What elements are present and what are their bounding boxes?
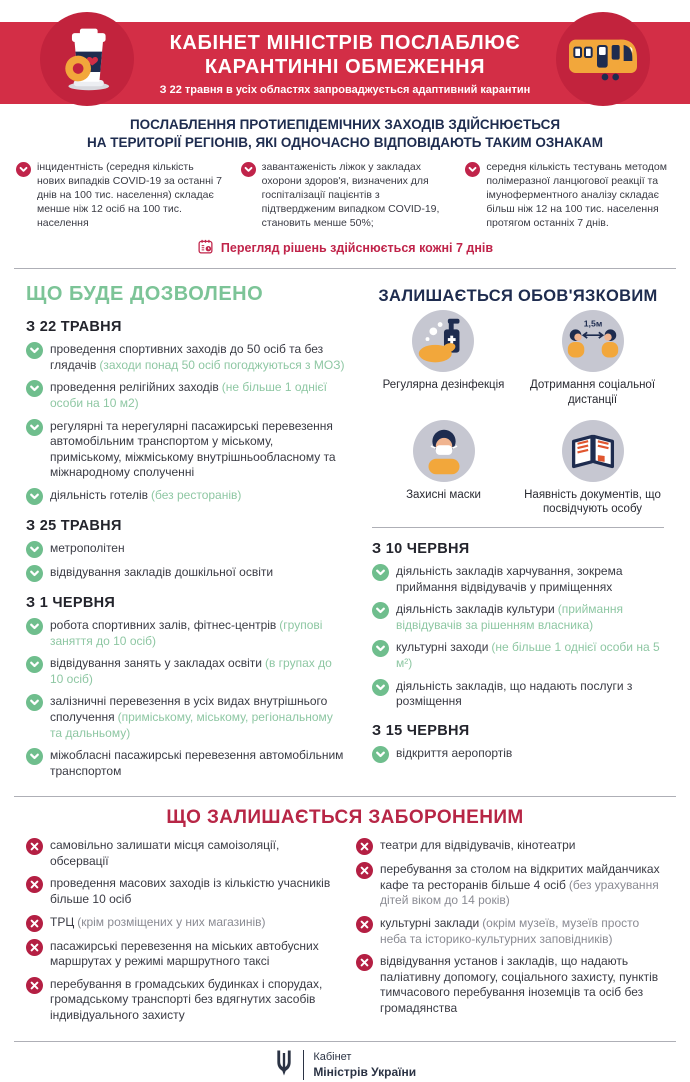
allowed-item-text: проведення релігійних заходів (не більше 1 однієї особи на 10 м2) — [50, 380, 328, 410]
prohibited-item-text: перебування в громадських будинках і спорудах, громадському транспорті без вдягнутих засобів індивідуального захисту — [50, 976, 323, 1023]
prohibited-item-text: самовільно залишати місця самоізоляції, обсервації — [50, 838, 280, 868]
prohibited-item — [356, 838, 664, 855]
mandatory-label: Наявність документів, що посвідчують особу — [524, 488, 661, 516]
divider — [14, 268, 676, 269]
criteria-heading: ПОСЛАБЛЕННЯ ПРОТИЕПІДЕМІЧНИХ ЗАХОДІВ ЗДІЙСНЮЄТЬСЯ НА ТЕРИТОРІЇ РЕГІОНІВ, ЯКІ ОДНОЧАСНО ВІДПОВІДАЮТЬ ТАКИМ ОЗНАКАМ — [86, 117, 604, 151]
red-x-icon — [356, 838, 373, 855]
allowed-item — [372, 746, 664, 763]
green-check-icon — [26, 656, 43, 687]
allowed-item — [372, 564, 664, 595]
mandatory-item-documents — [523, 420, 663, 517]
allowed-item-text: діяльність закладів, що надають послуги з розміщення — [396, 678, 633, 709]
date-heading-june1: З 1 ЧЕРВНЯ — [26, 594, 116, 611]
green-check-icon — [26, 541, 43, 558]
allowed-item-text: регулярні та нерегулярні пасажирські перевезення автомобільним транспортом у міському, приміському, міжміському внутрішньообласному та міжнародному сполученні — [50, 418, 336, 480]
calendar-clock-icon — [197, 238, 214, 258]
allowed-list-may25 — [26, 541, 348, 582]
allowed-heading: ЩО БУДЕ ДОЗВОЛЕНО — [26, 283, 264, 306]
prohibited-heading: ЩО ЗАЛИШАЄТЬСЯ ЗАБОРОНЕНИМ — [166, 807, 524, 829]
divider — [14, 796, 676, 797]
metro-train-icon — [566, 29, 640, 90]
page-title: КАБІНЕТ МІНІСТРІВ ПОСЛАБЛЮЄ КАРАНТИННІ ОБМЕЖЕННЯ — [169, 31, 521, 78]
allowed-list-june15 — [372, 746, 664, 763]
prohibited-right-column — [356, 831, 664, 1030]
coffee-and-donut-icon — [56, 21, 118, 98]
allowed-item-text: діяльність готелів (без ресторанів) — [50, 487, 242, 502]
criteria-list — [0, 152, 690, 231]
allowed-item-text: відвідування занять у закладах освіти (в групах до 10 осіб) — [50, 656, 332, 686]
criteria-text: завантаженість ліжок у закладах охорони здоров'я, визначених для госпіталізації пацієнтів з підтвердженим випадком COVID-19, становить менше 50%; — [261, 161, 440, 230]
prohibited-section — [0, 807, 690, 1030]
green-check-icon — [372, 640, 389, 671]
prohibited-item-text: ТРЦ (крім розміщених у них магазинів) — [50, 914, 266, 929]
green-check-icon — [372, 602, 389, 633]
prohibited-item-text: перебування за столом на відкритих майданчиках кафе та ресторанів більше 4 осіб (без урахування дітей віком до 14 років) — [380, 862, 660, 908]
red-x-icon — [356, 954, 373, 1016]
divider — [372, 527, 664, 528]
green-check-icon — [26, 618, 43, 649]
green-check-icon — [26, 342, 43, 373]
prohibited-item — [26, 915, 334, 932]
red-check-icon — [16, 161, 31, 231]
red-x-icon — [26, 838, 43, 869]
green-check-icon — [372, 564, 389, 595]
mandatory-item-disinfection — [383, 310, 505, 407]
green-check-icon — [372, 746, 389, 763]
green-check-icon — [26, 694, 43, 741]
red-x-icon — [356, 916, 373, 947]
allowed-item-text: проведення спортивних заходів до 50 осіб та без глядачів (заходи понад 50 осіб погоджуються з МОЗ) — [50, 342, 345, 372]
allowed-item — [26, 541, 348, 558]
coffee-donut-badge — [40, 12, 134, 106]
allowed-item — [26, 656, 348, 687]
svg-text:1,5м: 1,5м — [583, 318, 602, 329]
allowed-item-text: діяльність закладів культури (приймання відвідувачів за рішенням власника) — [396, 602, 623, 632]
allowed-item — [26, 748, 348, 779]
criteria-text: інцидентність (середня кількість нових випадків COVID-19 за останні 7 днів на 100 тис. населення) складає менше ніж 12 осіб на 100 тис. населення — [37, 161, 222, 230]
allowed-column — [26, 273, 348, 786]
mandatory-label: Регулярна дезінфекція — [382, 379, 505, 392]
review-note — [0, 238, 690, 258]
allowed-item-text: відвідування закладів дошкільної освіти — [50, 564, 274, 579]
metro-badge — [556, 12, 650, 106]
allowed-item — [26, 342, 348, 373]
red-x-icon — [26, 939, 43, 970]
allowed-item — [26, 488, 348, 505]
green-check-icon — [26, 565, 43, 582]
prohibited-item — [26, 939, 334, 970]
footer-org-name: Кабінет Міністрів України — [313, 1050, 417, 1079]
red-check-icon — [241, 161, 256, 231]
date-heading-may22: З 22 ТРАВНЯ — [26, 319, 122, 336]
prohibited-item-text: пасажирські перевезення на міських автобусних маршрутах у режимі маршрутного таксі — [50, 938, 319, 969]
prohibited-item-text: культурні заклади (окрім музеїв, музеїв просто неба та історико-культурних заповідників) — [380, 916, 640, 946]
red-check-icon — [465, 161, 480, 231]
footer-separator — [303, 1050, 305, 1080]
prohibited-item — [26, 977, 334, 1024]
allowed-item-text: міжобласні пасажирські перевезення автомобільним транспортом — [50, 748, 344, 778]
allowed-item — [372, 602, 664, 633]
date-heading-may25: З 25 ТРАВНЯ — [26, 517, 122, 534]
date-heading-june15: З 15 ЧЕРВНЯ — [372, 722, 470, 739]
prohibited-item — [26, 876, 334, 907]
green-check-icon — [372, 679, 389, 710]
tryzub-icon — [274, 1049, 294, 1082]
criteria-item — [465, 161, 674, 231]
criteria-text: середня кількість тестувань методом полімеразної ланцюгової реакції та імуноферментного аналізу складає більш ніж 12 на 100 тис. населення протягом останніх 7 днів. — [486, 161, 667, 230]
allowed-item-text: діяльність закладів харчування, зокрема приймання відвідувачів у приміщеннях — [396, 564, 623, 594]
allowed-list-may22 — [26, 342, 348, 505]
allowed-item — [26, 618, 348, 649]
id-documents-icon — [562, 420, 624, 482]
prohibited-item-text: театри для відвідувачів, кінотеатри — [380, 838, 576, 853]
allowed-item — [26, 419, 348, 481]
red-x-icon — [26, 915, 43, 932]
prohibited-item — [356, 862, 664, 909]
allowed-item — [372, 679, 664, 710]
review-note-text: Перегляд рішень здійснюється кожні 7 днів — [220, 241, 494, 256]
header-banner — [0, 22, 690, 104]
prohibited-item — [26, 838, 334, 869]
prohibited-item-text: проведення масових заходів із кількістю учасників більше 10 осіб — [50, 876, 331, 907]
green-check-icon — [26, 380, 43, 411]
mandatory-heading: ЗАЛИШАЄТЬСЯ ОБОВ'ЯЗКОВИМ — [378, 287, 658, 306]
prohibited-item — [356, 916, 664, 947]
allowed-item-text: робота спортивних залів, фітнес-центрів (групові заняття до 10 осіб) — [50, 617, 323, 648]
allowed-item-text: відкриття аеропортів — [396, 745, 513, 760]
allowed-item — [26, 380, 348, 411]
social-distance-icon — [562, 310, 624, 372]
red-x-icon — [26, 977, 43, 1024]
green-check-icon — [26, 419, 43, 481]
divider — [14, 1041, 676, 1042]
prohibited-item-text: відвідування установ і закладів, що надають паліативну допомогу, соціального захисту, пунктів тимчасового перебування іноземців та осіб без громадянства — [380, 954, 659, 1016]
green-check-icon — [26, 488, 43, 505]
prohibited-left-column — [26, 831, 334, 1030]
disinfection-icon — [412, 310, 474, 372]
face-mask-icon — [413, 420, 475, 482]
allowed-list-june1 — [26, 618, 348, 779]
red-x-icon — [356, 862, 373, 909]
allowed-item — [26, 565, 348, 582]
red-x-icon — [26, 876, 43, 907]
mandatory-item-masks — [406, 420, 481, 517]
prohibited-item — [356, 954, 664, 1016]
allowed-item — [26, 694, 348, 741]
allowed-item-text: метрополітен — [50, 540, 125, 555]
allowed-item-text: культурні заходи (не більше 1 однієї особи на 5 м²) — [396, 640, 660, 671]
criteria-item — [16, 161, 225, 231]
date-heading-june10: З 10 ЧЕРВНЯ — [372, 541, 470, 558]
mandatory-item-distance — [523, 310, 663, 407]
mandatory-grid — [372, 310, 664, 517]
mandatory-label: Дотримання соціальної дистанції — [529, 379, 656, 406]
mandatory-label: Захисні маски — [406, 488, 481, 501]
allowed-item-text: залізничні перевезення в усіх видах внутрішнього сполучення (приміському, міському, регіональному та дальньому) — [50, 694, 333, 740]
criteria-item — [241, 161, 450, 231]
allowed-list-june10 — [372, 564, 664, 710]
footer — [0, 1049, 690, 1082]
green-check-icon — [26, 748, 43, 779]
page-subtitle: З 22 травня в усіх областях запроваджується адаптивний карантин — [159, 83, 531, 96]
mandatory-column — [372, 273, 664, 786]
allowed-item — [372, 640, 664, 671]
